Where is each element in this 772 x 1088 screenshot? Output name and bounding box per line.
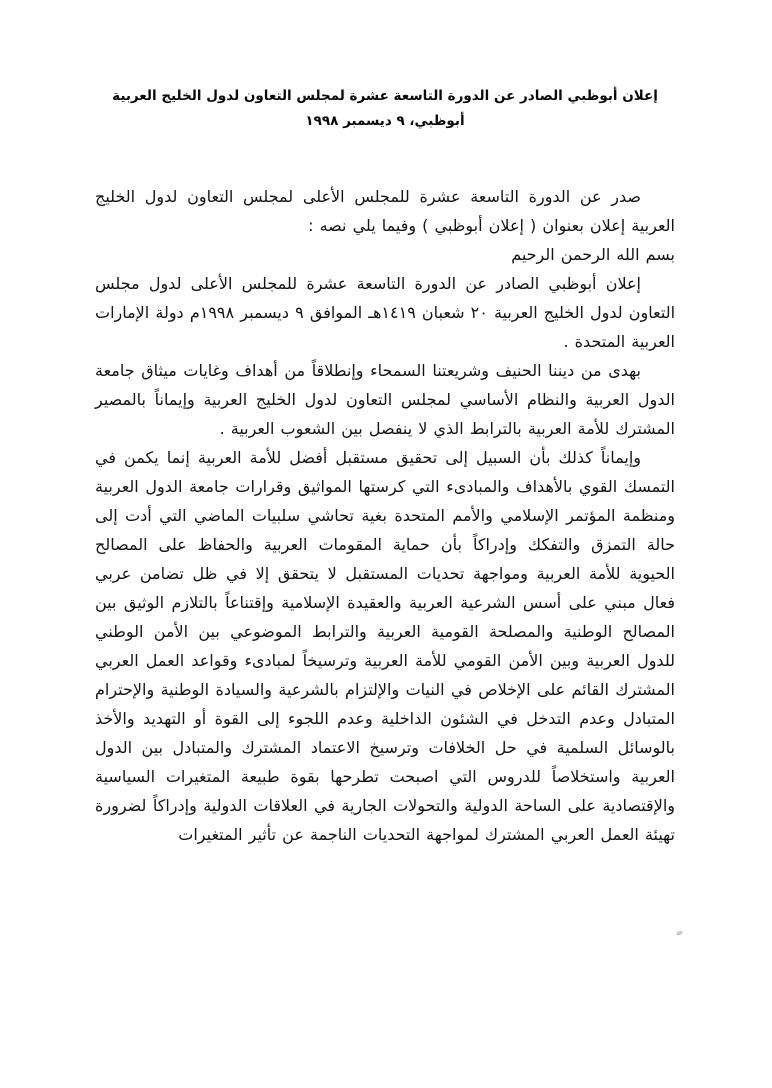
paragraph-intro: صدر عن الدورة التاسعة عشرة للمجلس الأعلى لمجلس التعاون لدول الخليج العربية إعلان بعنوان ( إعلان أبوظبي ) وفيما يلي نصه : <box>95 187 675 235</box>
scan-speck <box>676 930 684 936</box>
paragraph-declaration-heading: إعلان أبوظبي الصادر عن الدورة التاسعة عشرة للمجلس الأعلى لدول مجلس التعاون لدول الخليج العربية ٢٠ شعبان ١٤١٩هـ الموافق ٩ ديسمبر ١٩٩٨م دولة الإمارات العربية المتحدة . <box>95 274 676 351</box>
document-title-block <box>95 84 675 134</box>
paragraph-preamble-main: وإيماناً كذلك بأن السبيل إلى تحقيق مستقبل أفضل للأمة العربية إنما يكمن في التمسك القوي بالأهداف والمبادىء التي كرستها المواثيق وقرارات جامعة الدول العربية ومنظمة المؤتمر الإسلامي والأمم المتحدة بغية تحاشي سلبيات الماضي التي أدت إلى حالة التمزق والتفكك وإدراكاً بأن حماية المقومات العربية والحفاظ على المصالح الحيوية للأمة العربية ومواجهة تحديات المستقبل لا يتحقق إلا في ظل تضامن عربي فعال مبني على أسس الشرعية العربية والعقيدة الإسلامية وإقتناعاً بالتلازم الوثيق بين المصالح الوطنية والمصلحة القومية العربية والترابط الموضوعي بين الأمن الوطني للدول العربية وبين الأمن القومي للأمة العربية وترسيخاً لمبادىء وقواعد العمل العربي المشترك القائم على الإخلاص في النيات والإلتزام بالشرعية والسيادة الوطنية والإحترام المتبادل وعدم التدخل في الشئون الداخلية وعدم اللجوء إلى القوة أو التهديد والأخذ بالوسائل السلمية في حل الخلافات وترسيخ الاعتماد المشترك والمتبادل بين الدول العربية واستخلاصاً للدروس التي اصبحت تطرحها بقوة طبيعة المتغيرات السياسية والإقتصادية على الساحة الدولية والتحولات الجارية في العلاقات الدولية وإدراكاً لضرورة تهيئة العمل العربي المشترك لمواجهة التحديات الناجمة عن تأثير المتغيرات <box>95 448 675 844</box>
document-title-line2: أبوظبي، ٩ ديسمبر ١٩٩٨ <box>305 113 465 129</box>
document-body <box>95 182 675 849</box>
paragraph-preamble-faith: بهدى من ديننا الحنيف وشريعتنا السمحاء وإنطلاقاً من أهداف وغايات ميثاق جامعة الدول العربية والنظام الأساسي لمجلس التعاون لدول الخليج العربية وإيماناً بالمصير المشترك للأمة العربية بالترابط الذي لا ينفصل بين الشعوب العربية . <box>95 361 675 438</box>
document-title-line1: إعلان أبوظبي الصادر عن الدورة التاسعة عشرة لمجلس التعاون لدول الخليج العربية <box>112 88 658 104</box>
paragraph-basmala: بسم الله الرحمن الرحيم <box>511 245 675 264</box>
